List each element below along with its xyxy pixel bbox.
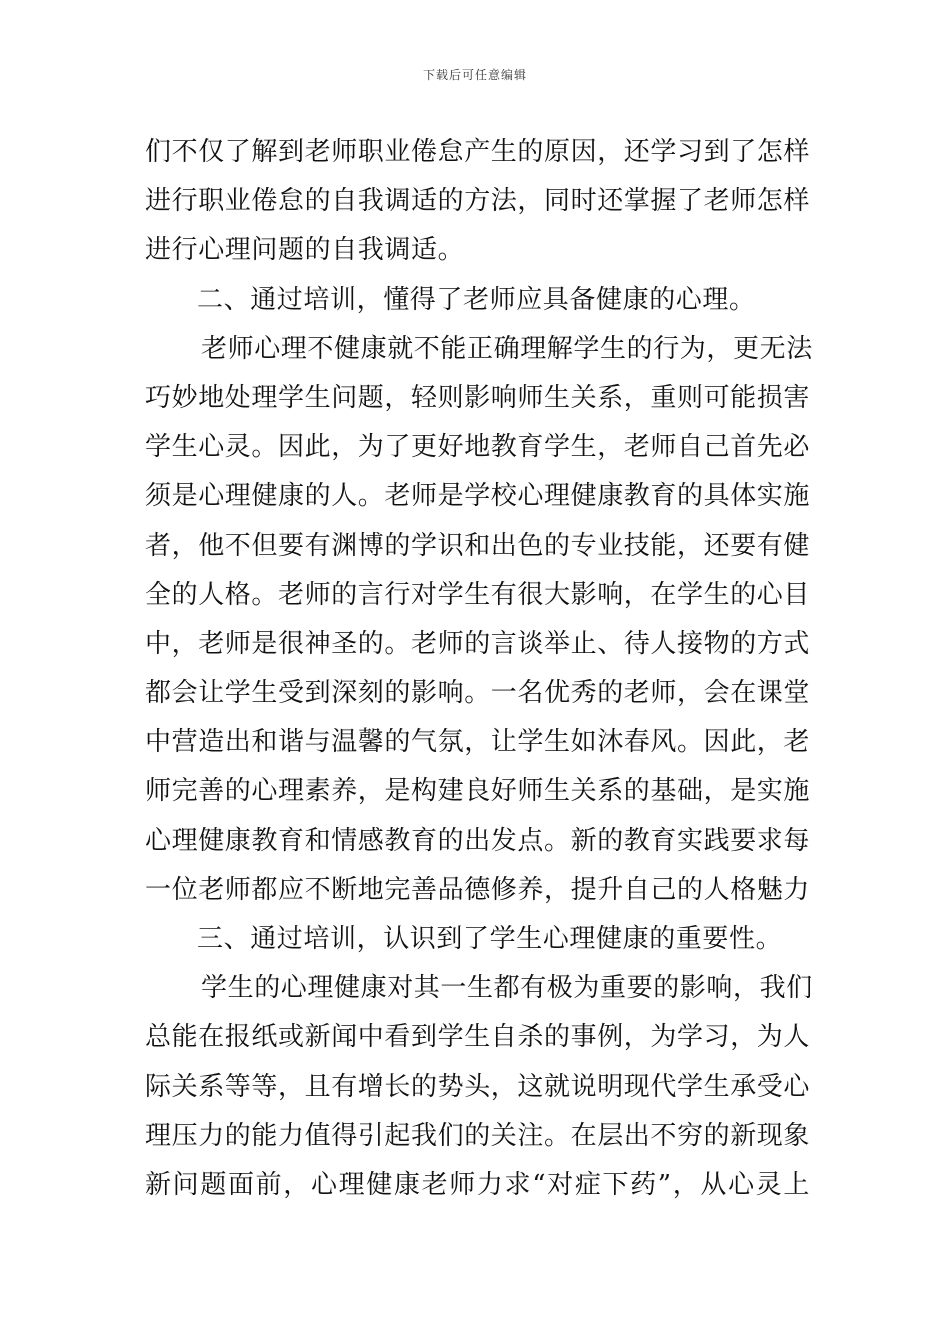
- text-line: 们不仅了解到老师职业倦怠产生的原因，还学习到了怎样: [145, 137, 811, 167]
- text-line: 学生心灵。因此，为了更好地教育学生，老师自己首先必: [145, 432, 811, 463]
- text-line: 巧妙地处理学生问题，轻则影响师生关系，重则可能损害: [145, 382, 811, 413]
- text-line: 全的人格。老师的言行对学生有很大影响，在学生的心目: [145, 579, 811, 610]
- text-line: 新问题面前，心理健康老师力求“对症下药”，从心灵上: [145, 1169, 810, 1200]
- text-line: 者，他不但要有渊博的学识和出色的专业技能，还要有健: [145, 530, 811, 561]
- text-line: 中，老师是很神圣的。老师的言谈举止、待人接物的方式: [145, 628, 811, 659]
- text-line: 理压力的能力值得引起我们的关注。在层出不穷的新现象: [145, 1120, 811, 1151]
- text-line: 进行职业倦怠的自我调适的方法，同时还掌握了老师怎样: [145, 186, 811, 217]
- text-line: 师完善的心理素养，是构建良好师生关系的基础，是实施: [145, 776, 811, 807]
- page-header: 下载后可任意编辑: [422, 68, 527, 82]
- section-heading: 二、通过培训，懂得了老师应具备健康的心理。: [197, 284, 756, 315]
- text-line: 都会让学生受到深刻的影响。一名优秀的老师，会在课堂: [145, 678, 811, 709]
- document-body: [145, 128, 813, 1210]
- text-line: 进行心理问题的自我调适。: [145, 235, 465, 266]
- text-line: 老师心理不健康就不能正确理解学生的行为，更无法: [201, 333, 813, 364]
- text-line: 中营造出和谐与温馨的气氛，让学生如沐春风。因此，老: [145, 727, 811, 758]
- text-line: 一位老师都应不断地完善品德修养，提升自己的人格魅力: [145, 874, 811, 905]
- text-line: 总能在报纸或新闻中看到学生自杀的事例，为学习，为人: [145, 1022, 811, 1053]
- text-line: 心理健康教育和情感教育的出发点。新的教育实践要求每: [145, 825, 811, 856]
- text-line: 须是心理健康的人。老师是学校心理健康教育的具体实施: [145, 481, 811, 512]
- text-line: 学生的心理健康对其一生都有极为重要的影响，我们: [201, 973, 813, 1004]
- text-line: 际关系等等，且有增长的势头，这就说明现代学生承受心: [145, 1071, 811, 1102]
- section-heading: 三、通过培训，认识到了学生心理健康的重要性。: [197, 924, 783, 954]
